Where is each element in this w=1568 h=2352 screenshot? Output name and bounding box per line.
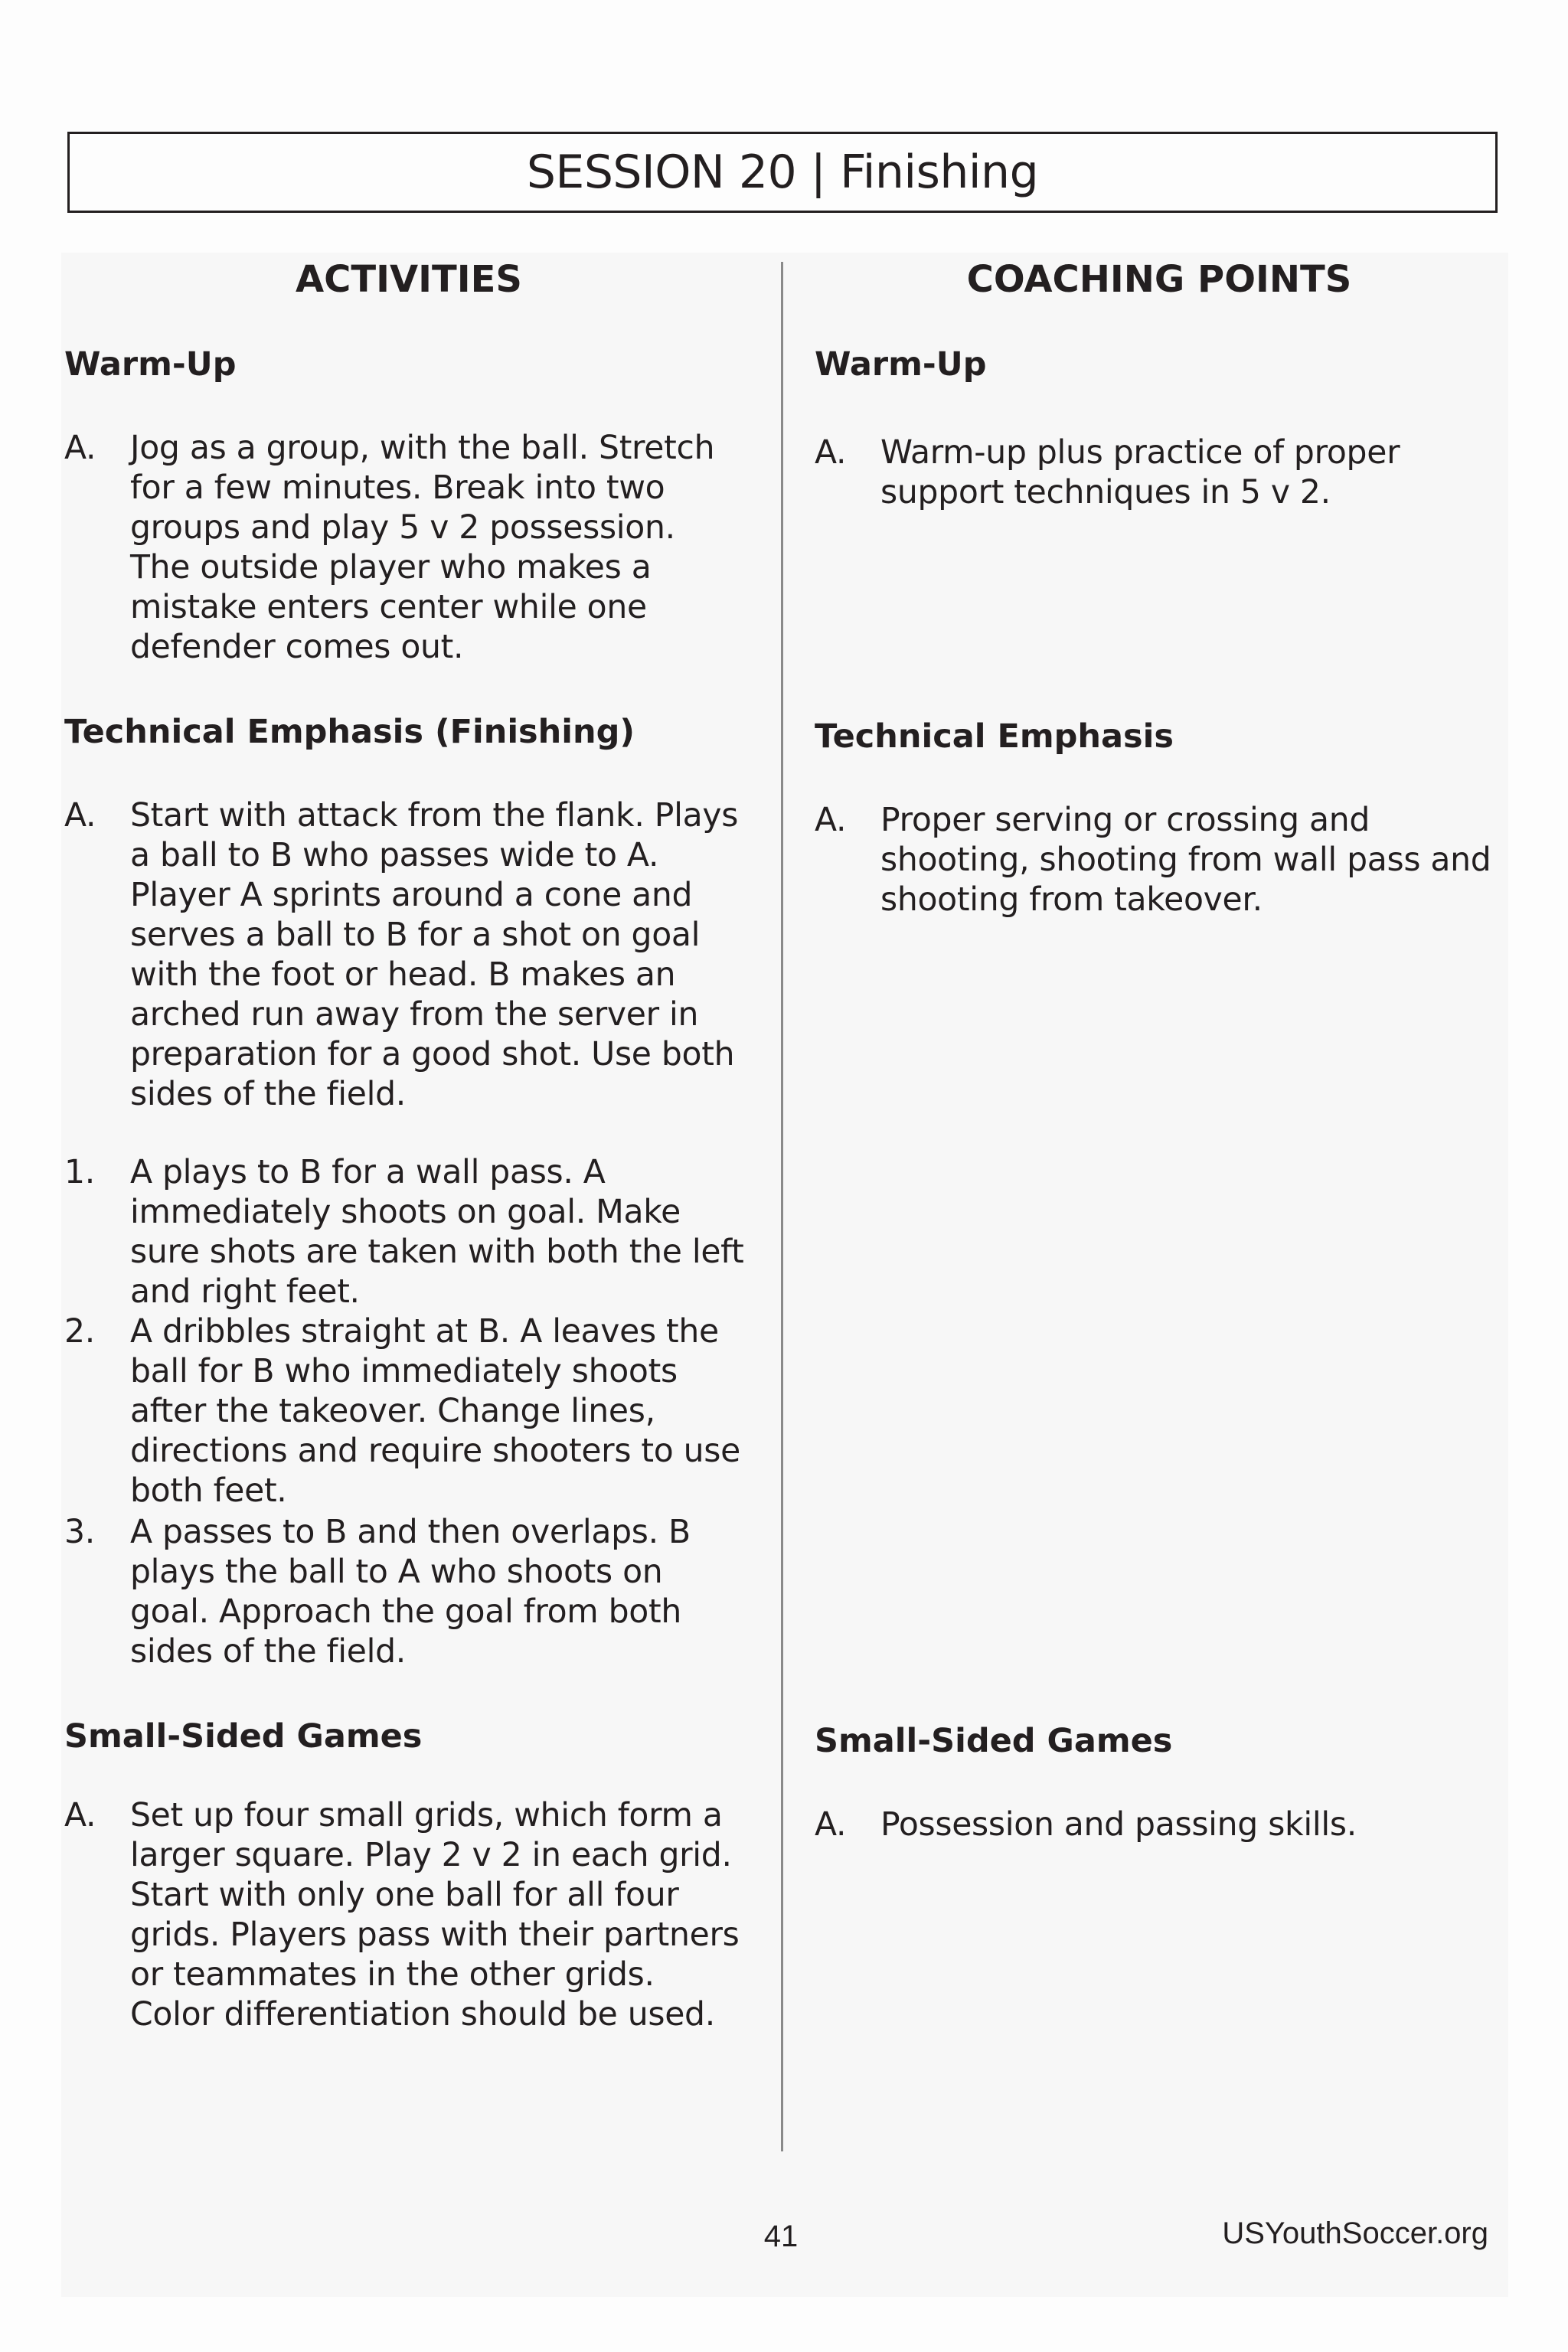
coaching-warmup-heading: Warm-Up [815, 345, 987, 384]
coaching-warmup-item-a [815, 433, 1504, 518]
activities-small-sided-item-a [64, 1796, 753, 2041]
item-marker: A. [64, 797, 96, 835]
item-marker: 2. [64, 1313, 95, 1351]
coaching-technical-item-a [815, 801, 1504, 923]
session-title-box [67, 132, 1498, 213]
item-marker: A. [815, 1806, 847, 1844]
item-text: Start with attack from the flank. Plays a ball to B who passes wide to A. Player A sprints around a cone and serves a ball to B for a shot on goal with the foot or head. B makes an arched run away from the server in preparation for a good shot. Use both sides of the field. [130, 797, 739, 1113]
item-text: Jog as a group, with the ball. Stretch for a few minutes. Break into two groups and play 5 v 2 possession. The outside player who makes a mistake enters center while one defender comes out. [130, 430, 715, 666]
item-text: Proper serving or crossing and shooting, shooting from wall pass and shooting from takeover. [880, 802, 1491, 919]
item-marker: A. [64, 430, 96, 467]
item-marker: 1. [64, 1154, 95, 1191]
coaching-small-sided-item-a [815, 1805, 1504, 1848]
activities-technical-item-1 [64, 1153, 753, 1314]
activities-warmup-heading: Warm-Up [64, 345, 237, 384]
coaching-points-heading: COACHING POINTS [966, 258, 1352, 301]
session-title: SESSION 20 | Finishing [526, 145, 1039, 199]
item-marker: A. [64, 1797, 96, 1834]
item-text: A dribbles straight at B. A leaves the ball for B who immediately shoots after the takeover. Change lines, directions and require shooters to use both feet. [130, 1313, 740, 1510]
activities-technical-heading: Technical Emphasis (Finishing) [64, 713, 635, 751]
activities-technical-item-3 [64, 1513, 753, 1674]
activities-warmup-item-a [64, 429, 753, 674]
item-text: A plays to B for a wall pass. A immediately shoots on goal. Make sure shots are taken with both the left and right feet. [130, 1154, 744, 1311]
activities-heading: ACTIVITIES [296, 258, 522, 301]
item-marker: 3. [64, 1514, 95, 1551]
activities-technical-item-2 [64, 1312, 753, 1514]
page-number: 41 [763, 2220, 799, 2253]
activities-small-sided-heading: Small-Sided Games [64, 1717, 423, 1756]
item-marker: A. [815, 802, 847, 839]
item-text: Set up four small grids, which form a larger square. Play 2 v 2 in each grid. Start with only one ball for all four grids. Players pass with their partners or teammates in the other grids. Color differentiation should be used. [130, 1797, 740, 2034]
coaching-technical-heading: Technical Emphasis [815, 717, 1174, 756]
column-divider [781, 262, 783, 2151]
footer-site-link[interactable]: USYouthSoccer.org [1222, 2216, 1488, 2250]
item-marker: A. [815, 434, 847, 472]
item-text: Warm-up plus practice of proper support techniques in 5 v 2. [880, 434, 1400, 511]
item-text: Possession and passing skills. [880, 1806, 1357, 1844]
item-text: A passes to B and then overlaps. B plays the ball to A who shoots on goal. Approach the goal from both sides of the field. [130, 1514, 691, 1671]
activities-technical-item-a [64, 796, 753, 1118]
coaching-small-sided-heading: Small-Sided Games [815, 1722, 1173, 1760]
